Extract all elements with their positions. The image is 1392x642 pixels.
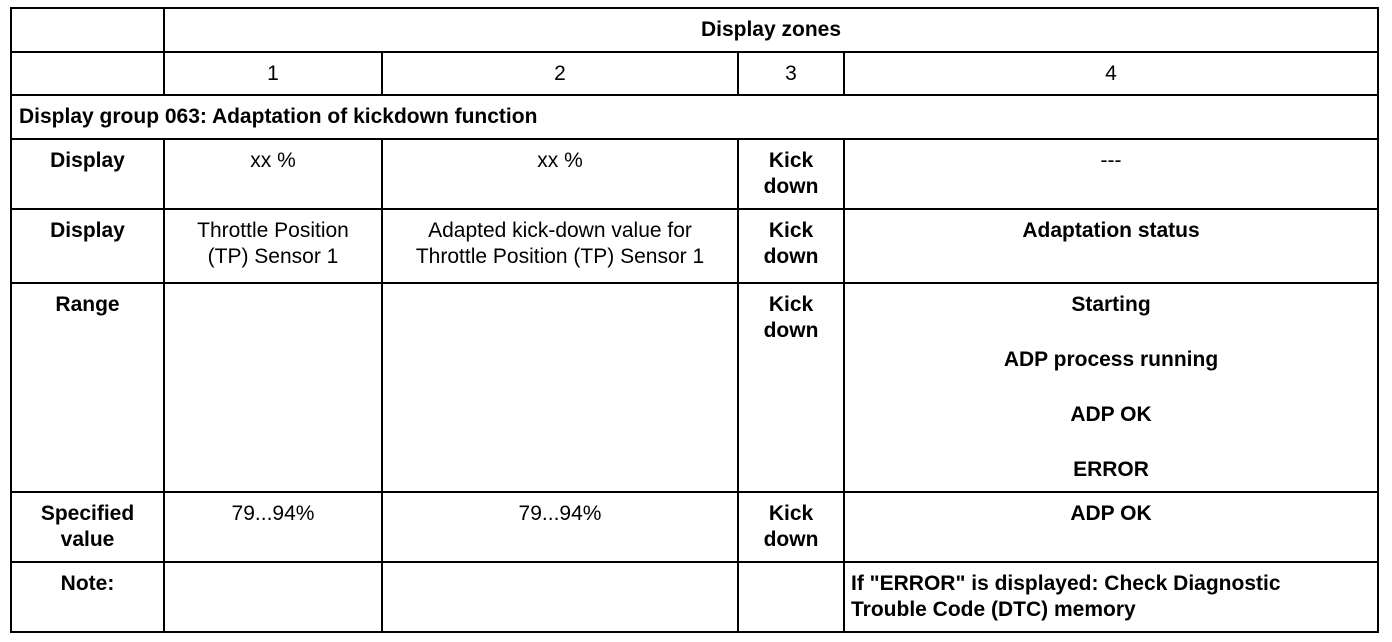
display-2-zone-1 — [164, 209, 382, 283]
display-1-zone-1: xx % — [164, 139, 382, 209]
specified-zone-4: ADP OK — [844, 492, 1378, 562]
kick-line: Kick — [768, 149, 814, 172]
row-label-specified — [11, 492, 164, 562]
display-zones-header: Display zones — [164, 8, 1378, 52]
range-value-starting: Starting — [1071, 293, 1151, 316]
zone-2-header: 2 — [382, 52, 738, 95]
range-zone-2 — [382, 283, 738, 492]
down-line: down — [763, 528, 819, 551]
zone-number-row — [11, 52, 1378, 95]
display-2-zone-2 — [382, 209, 738, 283]
adapted-value-line-1: Adapted kick-down value for — [428, 219, 692, 242]
group-title-row — [11, 95, 1378, 139]
specified-zone-2: 79...94% — [382, 492, 738, 562]
adapted-value-line-2: Throttle Position (TP) Sensor 1 — [415, 245, 705, 268]
value-line: value — [60, 528, 115, 551]
kick-line: Kick — [768, 293, 814, 316]
down-line: down — [763, 175, 819, 198]
down-line: down — [763, 319, 819, 342]
range-zone-1 — [164, 283, 382, 492]
display-row-2 — [11, 209, 1378, 283]
display-2-zone-4: Adaptation status — [844, 209, 1378, 283]
zone-1-header: 1 — [164, 52, 382, 95]
zone-3-header: 3 — [738, 52, 844, 95]
specified-zone-3 — [738, 492, 844, 562]
display-1-zone-3 — [738, 139, 844, 209]
kick-line: Kick — [768, 502, 814, 525]
note-zone-3 — [738, 562, 844, 632]
tp-sensor-line-1: Throttle Position — [197, 219, 349, 242]
specified-value-row — [11, 492, 1378, 562]
range-value-running: ADP process running — [1003, 348, 1219, 371]
display-1-zone-4: --- — [844, 139, 1378, 209]
tp-sensor-line-2: (TP) Sensor 1 — [207, 245, 339, 268]
row-label-range: Range — [11, 283, 164, 492]
range-zone-4 — [844, 283, 1378, 492]
note-line-1: If "ERROR" is displayed: Check Diagnostic — [851, 572, 1281, 595]
display-1-zone-2: xx % — [382, 139, 738, 209]
display-2-zone-3 — [738, 209, 844, 283]
header-row — [11, 8, 1378, 52]
note-line-2: Trouble Code (DTC) memory — [851, 598, 1136, 621]
corner-cell — [11, 8, 164, 52]
row-label-note: Note: — [11, 562, 164, 632]
specified-zone-1: 79...94% — [164, 492, 382, 562]
range-value-ok: ADP OK — [1070, 403, 1152, 426]
row-label-display-1: Display — [11, 139, 164, 209]
note-zone-2 — [382, 562, 738, 632]
row-label-display-2: Display — [11, 209, 164, 283]
note-zone-1 — [164, 562, 382, 632]
range-zone-3 — [738, 283, 844, 492]
corner-cell-2 — [11, 52, 164, 95]
display-group-table — [10, 7, 1379, 633]
note-row — [11, 562, 1378, 632]
down-line: down — [763, 245, 819, 268]
note-zone-4 — [844, 562, 1378, 632]
group-title: Display group 063: Adaptation of kickdown function — [11, 95, 1378, 139]
kick-line: Kick — [768, 219, 814, 242]
specified-line: Specified — [40, 502, 135, 525]
range-row — [11, 283, 1378, 492]
display-row-1 — [11, 139, 1378, 209]
zone-4-header: 4 — [844, 52, 1378, 95]
range-value-error: ERROR — [1073, 458, 1149, 481]
